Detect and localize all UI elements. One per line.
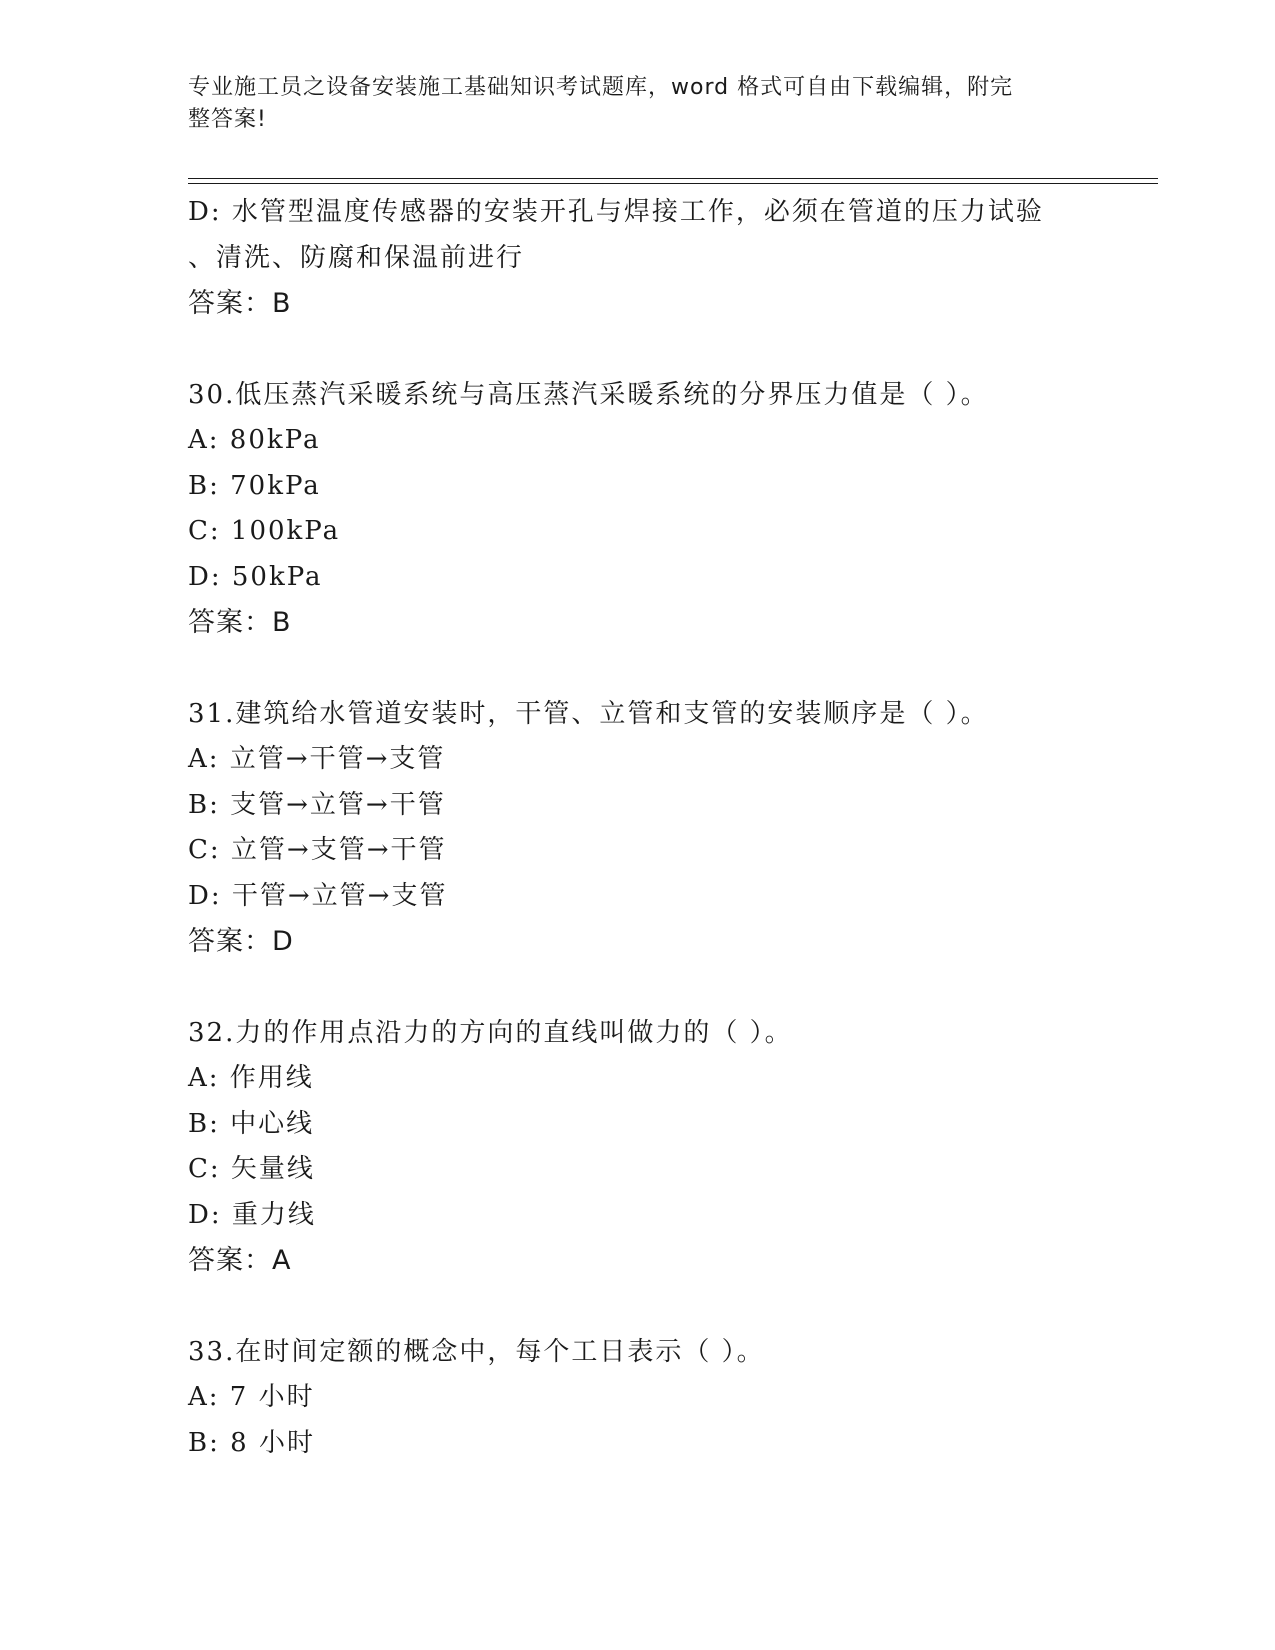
option-b: B: 支管→立管→干管 <box>188 789 446 820</box>
question-stem: 33.在时间定额的概念中，每个工日表示（ ）。 <box>188 1336 765 1367</box>
spacer <box>188 646 1088 692</box>
question-32 <box>188 1011 1088 1284</box>
option-a: A: 7 小时 <box>188 1382 315 1412</box>
header-line-1: 专业施工员之设备安装施工基础知识考试题库，word 格式可自由下载编辑，附完 <box>188 75 1014 100</box>
option-c: C: 100kPa <box>188 516 341 546</box>
option-c: C: 立管→支管→干管 <box>188 835 447 865</box>
question-stem: 32.力的作用点沿力的方向的直线叫做力的（ ）。 <box>188 1017 793 1048</box>
spacer <box>188 1284 1088 1330</box>
option-c: C: 矢量线 <box>188 1154 315 1184</box>
spacer <box>188 965 1088 1011</box>
answer-line: 答案：D <box>188 926 294 957</box>
answer-line: 答案：B <box>188 607 292 638</box>
question-content <box>188 190 1088 1466</box>
header-rule-top <box>188 178 1158 179</box>
option-b: B: 70kPa <box>188 470 321 501</box>
header-rule-bottom <box>188 183 1158 184</box>
option-a: A: 立管→干管→支管 <box>188 744 446 774</box>
answer-line: 答案：B <box>188 288 292 319</box>
document-header <box>188 72 1068 136</box>
option-b: B: 8 小时 <box>188 1427 315 1458</box>
option-a: A: 作用线 <box>188 1063 314 1093</box>
option-d: D: 干管→立管→支管 <box>188 880 448 911</box>
question-33 <box>188 1330 1088 1467</box>
option-d-continued: 、清洗、防腐和保温前进行 <box>188 242 525 273</box>
question-stem: 31.建筑给水管道安装时，干管、立管和支管的安装顺序是（ ）。 <box>188 698 989 729</box>
question-31 <box>188 692 1088 965</box>
question-30 <box>188 373 1088 646</box>
answer-line: 答案：A <box>188 1245 292 1276</box>
prev-question-block <box>188 190 1088 327</box>
option-d: D: 50kPa <box>188 561 323 592</box>
header-line-2: 整答案! <box>188 107 267 132</box>
question-stem: 30.低压蒸汽采暖系统与高压蒸汽采暖系统的分界压力值是（ ）。 <box>188 379 989 410</box>
option-b: B: 中心线 <box>188 1108 315 1139</box>
option-d: D: 水管型温度传感器的安装开孔与焊接工作，必须在管道的压力试验 <box>188 197 1044 227</box>
option-d: D: 重力线 <box>188 1199 316 1230</box>
spacer <box>188 327 1088 373</box>
option-a: A: 80kPa <box>188 425 321 455</box>
